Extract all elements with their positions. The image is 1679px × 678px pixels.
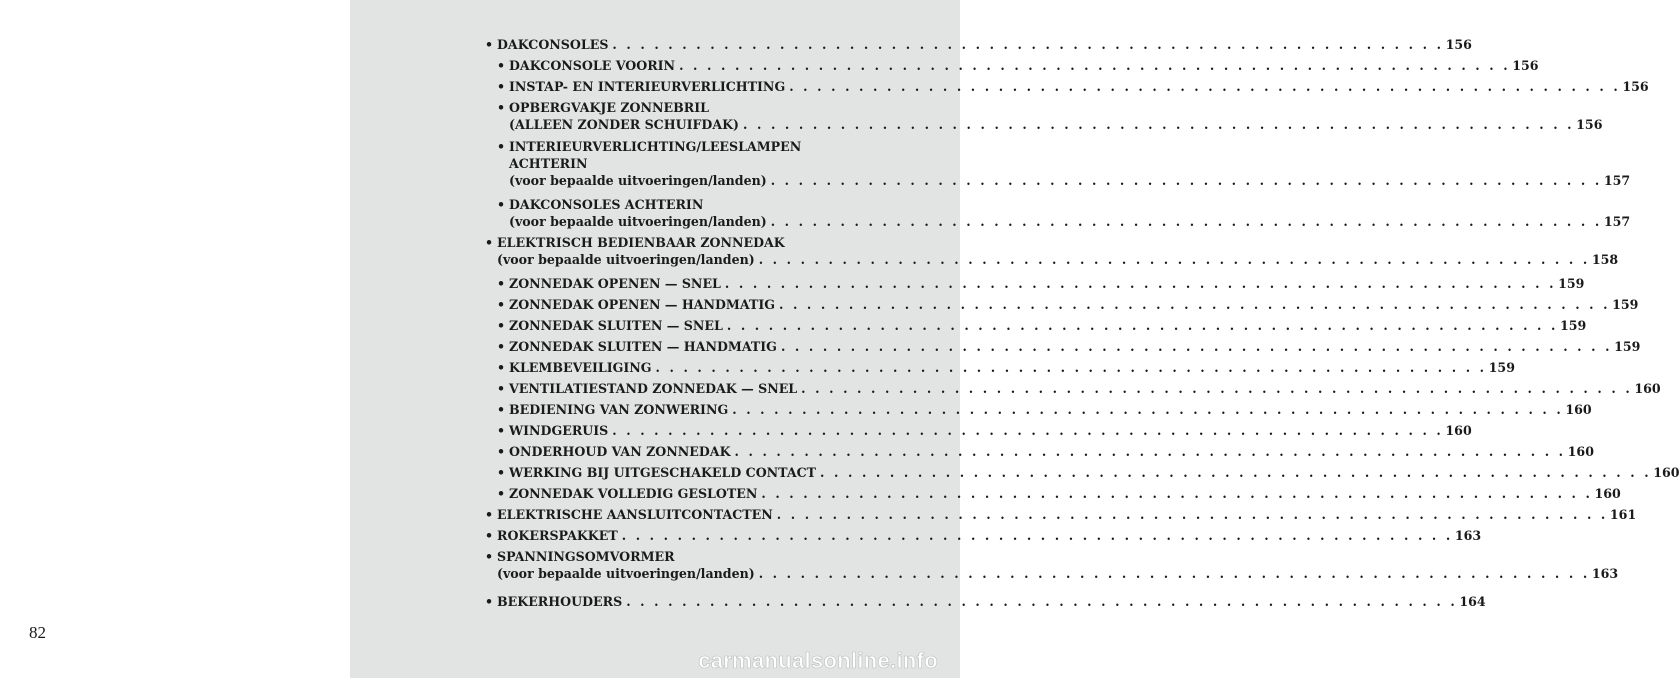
toc-entry-title: (ALLEEN ZONDER SCHUIFDAK) — [509, 117, 740, 132]
toc-entry-title: DAKCONSOLE VOORIN — [509, 58, 676, 73]
toc-entry-page: 157 — [1603, 214, 1631, 229]
toc-entry[interactable] — [497, 444, 1594, 460]
toc-entry-title: ZONNEDAK SLUITEN — HANDMATIG — [509, 339, 777, 354]
toc-entry-page: 163 — [1454, 528, 1482, 543]
dot-leader: . . . . . . . . . . . . . . . . . . . . . . . . . . . . . . . . . . . . . . . . . . . . . . . . . . . . . . . . . . . . — [761, 486, 1593, 501]
bullet-icon: • — [497, 360, 506, 375]
dot-leader: . . . . . . . . . . . . . . . . . . . . . . . . . . . . . . . . . . . . . . . . . . . . . . . . . . . . . . . . . . . . — [780, 339, 1613, 354]
dot-leader: . . . . . . . . . . . . . . . . . . . . . . . . . . . . . . . . . . . . . . . . . . . . . . . . . . . . . . . . . . . . — [679, 58, 1511, 73]
bullet-icon: • — [497, 339, 506, 354]
toc-entry-title: ELEKTRISCH BEDIENBAAR ZONNEDAK — [497, 235, 785, 250]
toc-entry[interactable] — [497, 276, 1585, 292]
dot-leader: . . . . . . . . . . . . . . . . . . . . . . . . . . . . . . . . . . . . . . . . . . . . . . . . . . . . . . . . . . . . — [776, 507, 1608, 522]
toc-entry[interactable] — [485, 528, 1482, 544]
toc-entry-page: 160 — [1567, 444, 1594, 459]
bullet-icon: • — [497, 139, 506, 154]
toc-entry-page: 158 — [1591, 252, 1619, 267]
dot-leader: . . . . . . . . . . . . . . . . . . . . . . . . . . . . . . . . . . . . . . . . . . . . . . . . . . . . . . . . . . . . — [612, 423, 1444, 438]
toc-entry[interactable] — [485, 549, 1619, 582]
toc-entry-page: 164 — [1459, 594, 1486, 609]
toc-entry[interactable] — [497, 402, 1592, 418]
bullet-icon: • — [485, 507, 494, 522]
toc-entry-title: INTERIEURVERLICHTING/LEESLAMPEN — [509, 139, 802, 154]
toc-entry[interactable] — [497, 339, 1641, 355]
bullet-icon: • — [497, 297, 506, 312]
dot-leader: . . . . . . . . . . . . . . . . . . . . . . . . . . . . . . . . . . . . . . . . . . . . . . . . . . . . . . . . . . . . — [626, 594, 1458, 609]
toc-entry-title: ZONNEDAK OPENEN — SNEL — [509, 276, 721, 291]
toc-entry-title: WERKING BIJ UITGESCHAKELD CONTACT — [509, 465, 817, 480]
bullet-icon: • — [485, 594, 494, 609]
toc-entry-page: 159 — [1612, 297, 1639, 312]
bullet-icon: • — [485, 549, 494, 564]
toc-entry-title: DAKCONSOLES — [497, 37, 609, 52]
toc-entry-page: 159 — [1558, 276, 1585, 291]
bullet-icon: • — [485, 528, 494, 543]
bullet-icon: • — [497, 402, 506, 417]
toc-entry-title: (voor bepaalde uitvoeringen/landen) — [497, 566, 755, 581]
toc-entry[interactable] — [497, 360, 1515, 376]
dot-leader: . . . . . . . . . . . . . . . . . . . . . . . . . . . . . . . . . . . . . . . . . . . . . . . . . . . . . . . . . . . . — [770, 214, 1602, 229]
toc-entry[interactable] — [497, 297, 1639, 313]
toc-entry-page: 159 — [1614, 339, 1641, 354]
toc-entry-page: 160 — [1634, 381, 1661, 396]
dot-leader: . . . . . . . . . . . . . . . . . . . . . . . . . . . . . . . . . . . . . . . . . . . . . . . . . . . . . . . . . . . . — [758, 566, 1590, 581]
toc-entry[interactable] — [485, 594, 1486, 610]
toc-entry-title: DAKCONSOLES ACHTERIN — [509, 197, 704, 212]
toc-entry-title: ACHTERIN — [509, 156, 588, 171]
bullet-icon: • — [497, 486, 506, 501]
bullet-icon: • — [497, 197, 506, 212]
toc-entry-page: 160 — [1565, 402, 1592, 417]
toc-entry-title: WINDGERUIS — [509, 423, 609, 438]
toc-entry-page: 156 — [1512, 58, 1539, 73]
dot-leader: . . . . . . . . . . . . . . . . . . . . . . . . . . . . . . . . . . . . . . . . . . . . . . . . . . . . . . . . . . . . — [770, 173, 1602, 188]
bullet-icon: • — [497, 79, 506, 94]
bullet-icon: • — [497, 444, 506, 459]
watermark: carmanualsonline.info — [698, 648, 938, 673]
dot-leader: . . . . . . . . . . . . . . . . . . . . . . . . . . . . . . . . . . . . . . . . . . . . . . . . . . . . . . . . . . . . — [820, 465, 1652, 480]
toc-entry[interactable] — [497, 197, 1631, 230]
bullet-icon: • — [497, 100, 506, 115]
dot-leader: . . . . . . . . . . . . . . . . . . . . . . . . . . . . . . . . . . . . . . . . . . . . . . . . . . . . . . . . . . . . — [724, 276, 1557, 291]
dot-leader: . . . . . . . . . . . . . . . . . . . . . . . . . . . . . . . . . . . . . . . . . . . . . . . . . . . . . . . . . . . . — [621, 528, 1453, 543]
bullet-icon: • — [497, 276, 506, 291]
toc-entry[interactable] — [485, 507, 1637, 523]
dot-leader: . . . . . . . . . . . . . . . . . . . . . . . . . . . . . . . . . . . . . . . . . . . . . . . . . . . . . . . . . . . . — [789, 79, 1621, 94]
bullet-icon: • — [497, 318, 506, 333]
bullet-icon: • — [497, 58, 506, 73]
toc-entry-title: OPBERGVAKJE ZONNEBRIL — [509, 100, 709, 115]
dot-leader: . . . . . . . . . . . . . . . . . . . . . . . . . . . . . . . . . . . . . . . . . . . . . . . . . . . . . . . . . . . . — [801, 381, 1633, 396]
toc-entry[interactable] — [497, 139, 1631, 189]
toc-entry[interactable] — [497, 318, 1587, 334]
toc-entry-title: ELEKTRISCHE AANSLUITCONTACTEN — [497, 507, 773, 522]
dot-leader: . . . . . . . . . . . . . . . . . . . . . . . . . . . . . . . . . . . . . . . . . . . . . . . . . . . . . . . . . . . . — [758, 252, 1590, 267]
toc-entry-title: (voor bepaalde uitvoeringen/landen) — [497, 252, 755, 267]
dot-leader: . . . . . . . . . . . . . . . . . . . . . . . . . . . . . . . . . . . . . . . . . . . . . . . . . . . . . . . . . . . . — [734, 444, 1566, 459]
toc-entry-page: 156 — [1445, 37, 1472, 52]
toc-entry[interactable] — [497, 100, 1603, 133]
bullet-icon: • — [485, 235, 494, 250]
toc-entry-page: 159 — [1560, 318, 1587, 333]
bullet-icon: • — [497, 423, 506, 438]
page-number: 82 — [29, 623, 46, 642]
toc-entry-title: BEKERHOUDERS — [497, 594, 623, 609]
dot-leader: . . . . . . . . . . . . . . . . . . . . . . . . . . . . . . . . . . . . . . . . . . . . . . . . . . . . . . . . . . . . — [778, 297, 1611, 312]
toc-entry-page: 160 — [1445, 423, 1472, 438]
toc-entry-title: ZONNEDAK SLUITEN — SNEL — [509, 318, 723, 333]
bullet-icon: • — [497, 465, 506, 480]
toc-entry-title: INSTAP- EN INTERIEURVERLICHTING — [509, 79, 786, 94]
toc-entry-page: 163 — [1591, 566, 1619, 581]
toc-entry-page: 160 — [1653, 465, 1679, 480]
toc-entry-title: (voor bepaalde uitvoeringen/landen) — [509, 173, 767, 188]
toc-entry-title: ONDERHOUD VAN ZONNEDAK — [509, 444, 731, 459]
toc-entry[interactable] — [497, 381, 1661, 397]
toc-entry-title: BEDIENING VAN ZONWERING — [509, 402, 729, 417]
toc-entry-title: SPANNINGSOMVORMER — [497, 549, 675, 564]
dot-leader: . . . . . . . . . . . . . . . . . . . . . . . . . . . . . . . . . . . . . . . . . . . . . . . . . . . . . . . . . . . . — [612, 37, 1444, 52]
bullet-icon: • — [485, 37, 494, 52]
toc-entry[interactable] — [497, 79, 1649, 95]
dot-leader: . . . . . . . . . . . . . . . . . . . . . . . . . . . . . . . . . . . . . . . . . . . . . . . . . . . . . . . . . . . . — [655, 360, 1487, 375]
toc-entry-page: 161 — [1609, 507, 1637, 522]
toc-entry-page: 156 — [1622, 79, 1649, 94]
toc-entry-title: VENTILATIESTAND ZONNEDAK — SNEL — [509, 381, 798, 396]
toc-entry-page: 159 — [1488, 360, 1515, 375]
toc-entry[interactable] — [497, 423, 1472, 439]
toc-entry-title: (voor bepaalde uitvoeringen/landen) — [509, 214, 767, 229]
toc-entry[interactable] — [497, 486, 1621, 502]
toc-entry[interactable] — [485, 235, 1619, 268]
dot-leader: . . . . . . . . . . . . . . . . . . . . . . . . . . . . . . . . . . . . . . . . . . . . . . . . . . . . . . . . . . . . — [743, 117, 1575, 132]
toc-entry-page: 157 — [1603, 173, 1631, 188]
dot-leader: . . . . . . . . . . . . . . . . . . . . . . . . . . . . . . . . . . . . . . . . . . . . . . . . . . . . . . . . . . . . — [732, 402, 1564, 417]
toc-entry-title: ROKERSPAKKET — [497, 528, 618, 543]
dot-leader: . . . . . . . . . . . . . . . . . . . . . . . . . . . . . . . . . . . . . . . . . . . . . . . . . . . . . . . . . . . . — [726, 318, 1559, 333]
toc-entry[interactable] — [485, 37, 1472, 53]
toc-entry-page: 160 — [1594, 486, 1621, 501]
toc-entry-page: 156 — [1576, 117, 1603, 132]
bullet-icon: • — [497, 381, 506, 396]
toc-entry-title: ZONNEDAK OPENEN — HANDMATIG — [509, 297, 775, 312]
toc-entry-title: ZONNEDAK VOLLEDIG GESLOTEN — [509, 486, 758, 501]
toc-entry-title: KLEMBEVEILIGING — [509, 360, 652, 375]
toc-entry[interactable] — [497, 465, 1679, 481]
toc-entry[interactable] — [497, 58, 1539, 74]
